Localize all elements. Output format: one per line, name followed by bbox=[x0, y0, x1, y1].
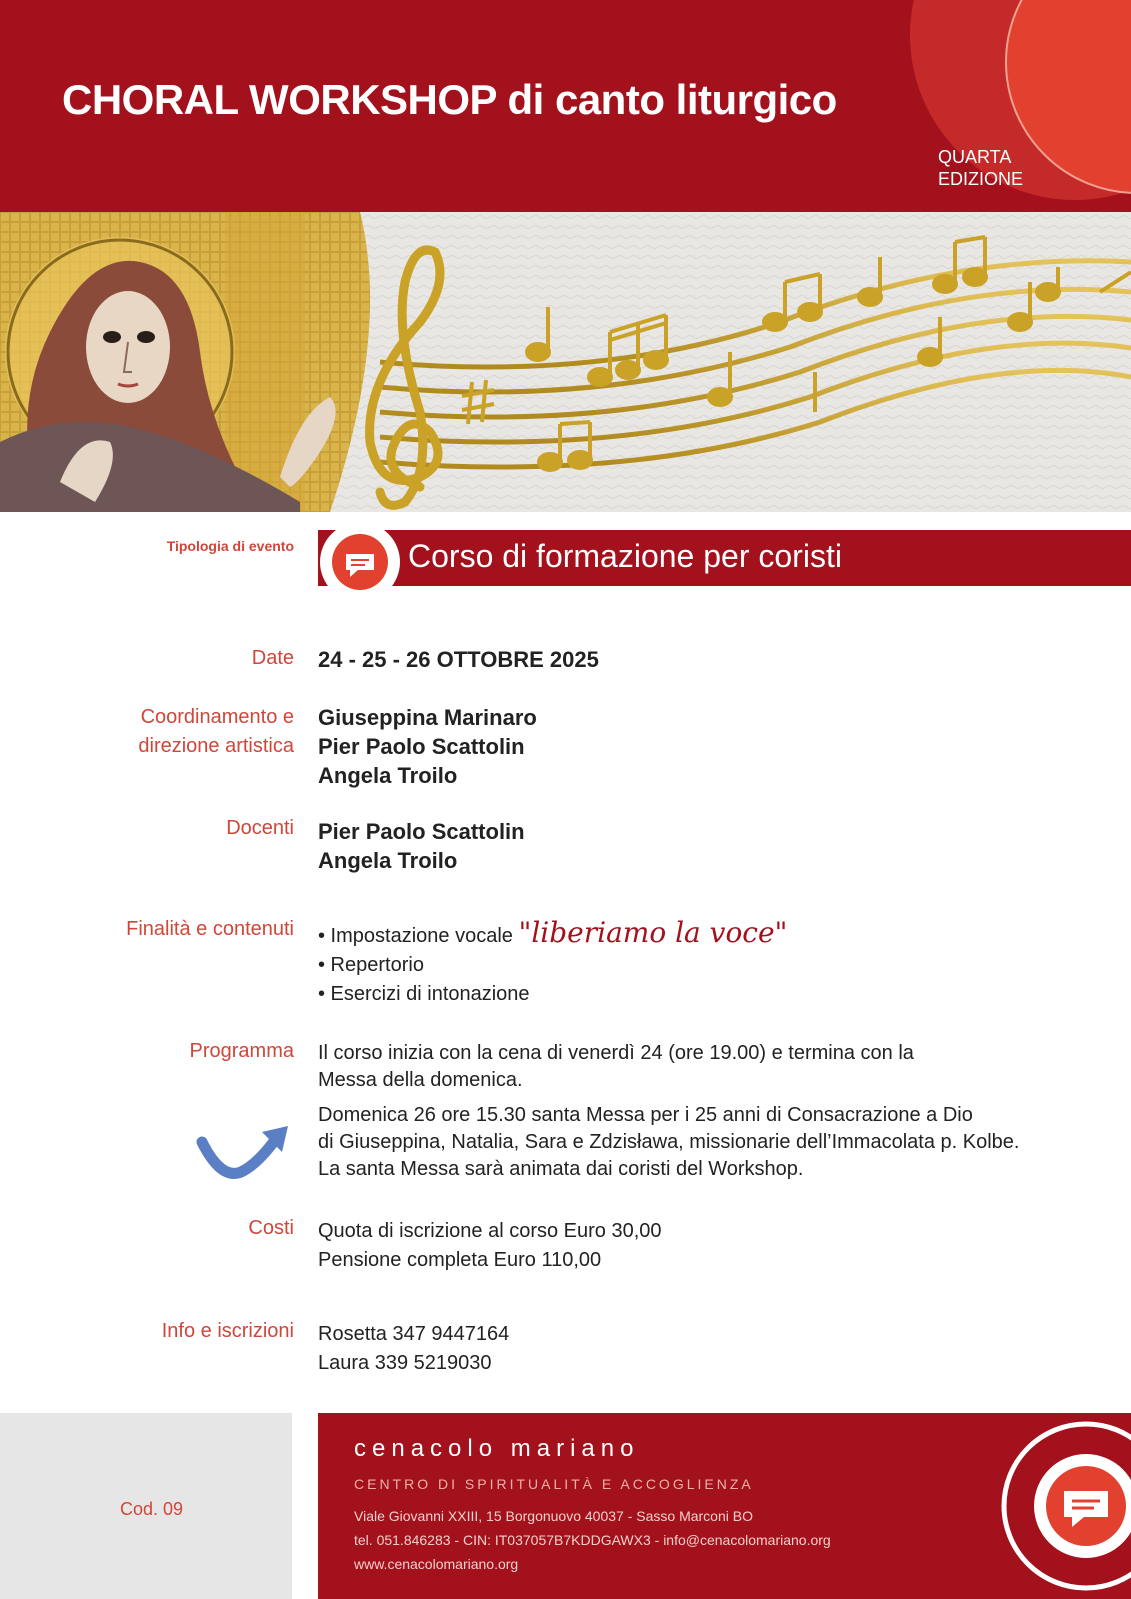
page-title: CHORAL WORKSHOP di canto liturgico bbox=[62, 76, 837, 123]
teachers-label: Docenti bbox=[226, 817, 294, 839]
cost-line: Pensione completa Euro 110,00 bbox=[318, 1249, 602, 1271]
org-name: cenacolo mariano bbox=[354, 1435, 640, 1462]
event-code: Cod. 09 bbox=[120, 1499, 184, 1519]
coordinator-name: Angela Troilo bbox=[318, 763, 458, 788]
goals-item: • Repertorio bbox=[318, 954, 424, 976]
program-line: Il corso inizia con la cena di venerdì 24 (ore 19.00) e termina con la bbox=[318, 1042, 914, 1064]
cost-line: Quota di iscrizione al corso Euro 30,00 bbox=[318, 1220, 662, 1242]
contact-line: Laura 339 5219030 bbox=[318, 1352, 492, 1374]
teacher-name: Pier Paolo Scattolin bbox=[318, 819, 525, 844]
org-website[interactable]: www.cenacolomariano.org bbox=[354, 1556, 519, 1572]
coordination-label-line1: Coordinamento e bbox=[140, 706, 294, 728]
edition-line1: QUARTA bbox=[938, 147, 1012, 167]
org-address: Viale Giovanni XXIII, 15 Borgonuovo 40037 - Sasso Marconi BO bbox=[354, 1508, 753, 1524]
coordination-names bbox=[318, 703, 537, 790]
event-type-value: Corso di formazione per coristi bbox=[408, 538, 842, 574]
program-line: di Giuseppina, Natalia, Sara e Zdzisława, missionarie dell’Immacolata p. Kolbe. bbox=[318, 1131, 1020, 1153]
info-text bbox=[318, 1320, 509, 1378]
coordination-label-line2: direzione artistica bbox=[138, 735, 294, 757]
event-type-label: Tipologia di evento bbox=[166, 538, 294, 554]
dates-label: Date bbox=[251, 647, 294, 669]
coordinator-name: Pier Paolo Scattolin bbox=[318, 734, 525, 759]
arrow-icon bbox=[196, 1120, 296, 1190]
costs-text bbox=[318, 1217, 662, 1275]
costs-label: Costi bbox=[248, 1217, 294, 1239]
goals-item: • Esercizi di intonazione bbox=[318, 983, 530, 1005]
goals-motto: "liberiamo la voce" bbox=[518, 916, 788, 949]
program-line: La santa Messa sarà animata dai coristi del Workshop. bbox=[318, 1158, 804, 1180]
banner-image bbox=[0, 212, 1131, 512]
header bbox=[0, 0, 1131, 212]
footer-panel bbox=[318, 1413, 1131, 1599]
program-line: Domenica 26 ore 15.30 santa Messa per i 25 anni di Consacrazione a Dio bbox=[318, 1104, 973, 1126]
program-label: Programma bbox=[189, 1040, 294, 1062]
org-subtitle: CENTRO DI SPIRITUALITÀ E ACCOGLIENZA bbox=[354, 1476, 754, 1492]
contact-line: Rosetta 347 9447164 bbox=[318, 1323, 510, 1345]
chat-bubble-icon bbox=[986, 1421, 1131, 1591]
goals-list bbox=[318, 918, 787, 1009]
program-line: Messa della domenica. bbox=[318, 1069, 523, 1091]
footer-left-panel bbox=[0, 1413, 292, 1599]
edition-line2: EDIZIONE bbox=[938, 169, 1024, 189]
goals-item bbox=[318, 918, 787, 951]
dates-value: 24 - 25 - 26 OTTOBRE 2025 bbox=[318, 647, 599, 672]
teachers-names bbox=[318, 817, 525, 875]
banner-illustration bbox=[0, 212, 1131, 512]
coordinator-name: Giuseppina Marinaro bbox=[318, 705, 537, 730]
goals-item-text: • Impostazione vocale bbox=[318, 925, 513, 947]
program-text bbox=[318, 1040, 1019, 1183]
coordination-label bbox=[138, 703, 294, 761]
info-label: Info e iscrizioni bbox=[161, 1320, 294, 1342]
org-contacts: tel. 051.846283 - CIN: IT037057B7KDDGAWX3 - info@cenacolomariano.org bbox=[354, 1532, 831, 1548]
edition-badge bbox=[938, 146, 1023, 190]
teacher-name: Angela Troilo bbox=[318, 848, 458, 873]
chat-bubble-icon bbox=[318, 520, 402, 604]
goals-label: Finalità e contenuti bbox=[126, 918, 294, 940]
